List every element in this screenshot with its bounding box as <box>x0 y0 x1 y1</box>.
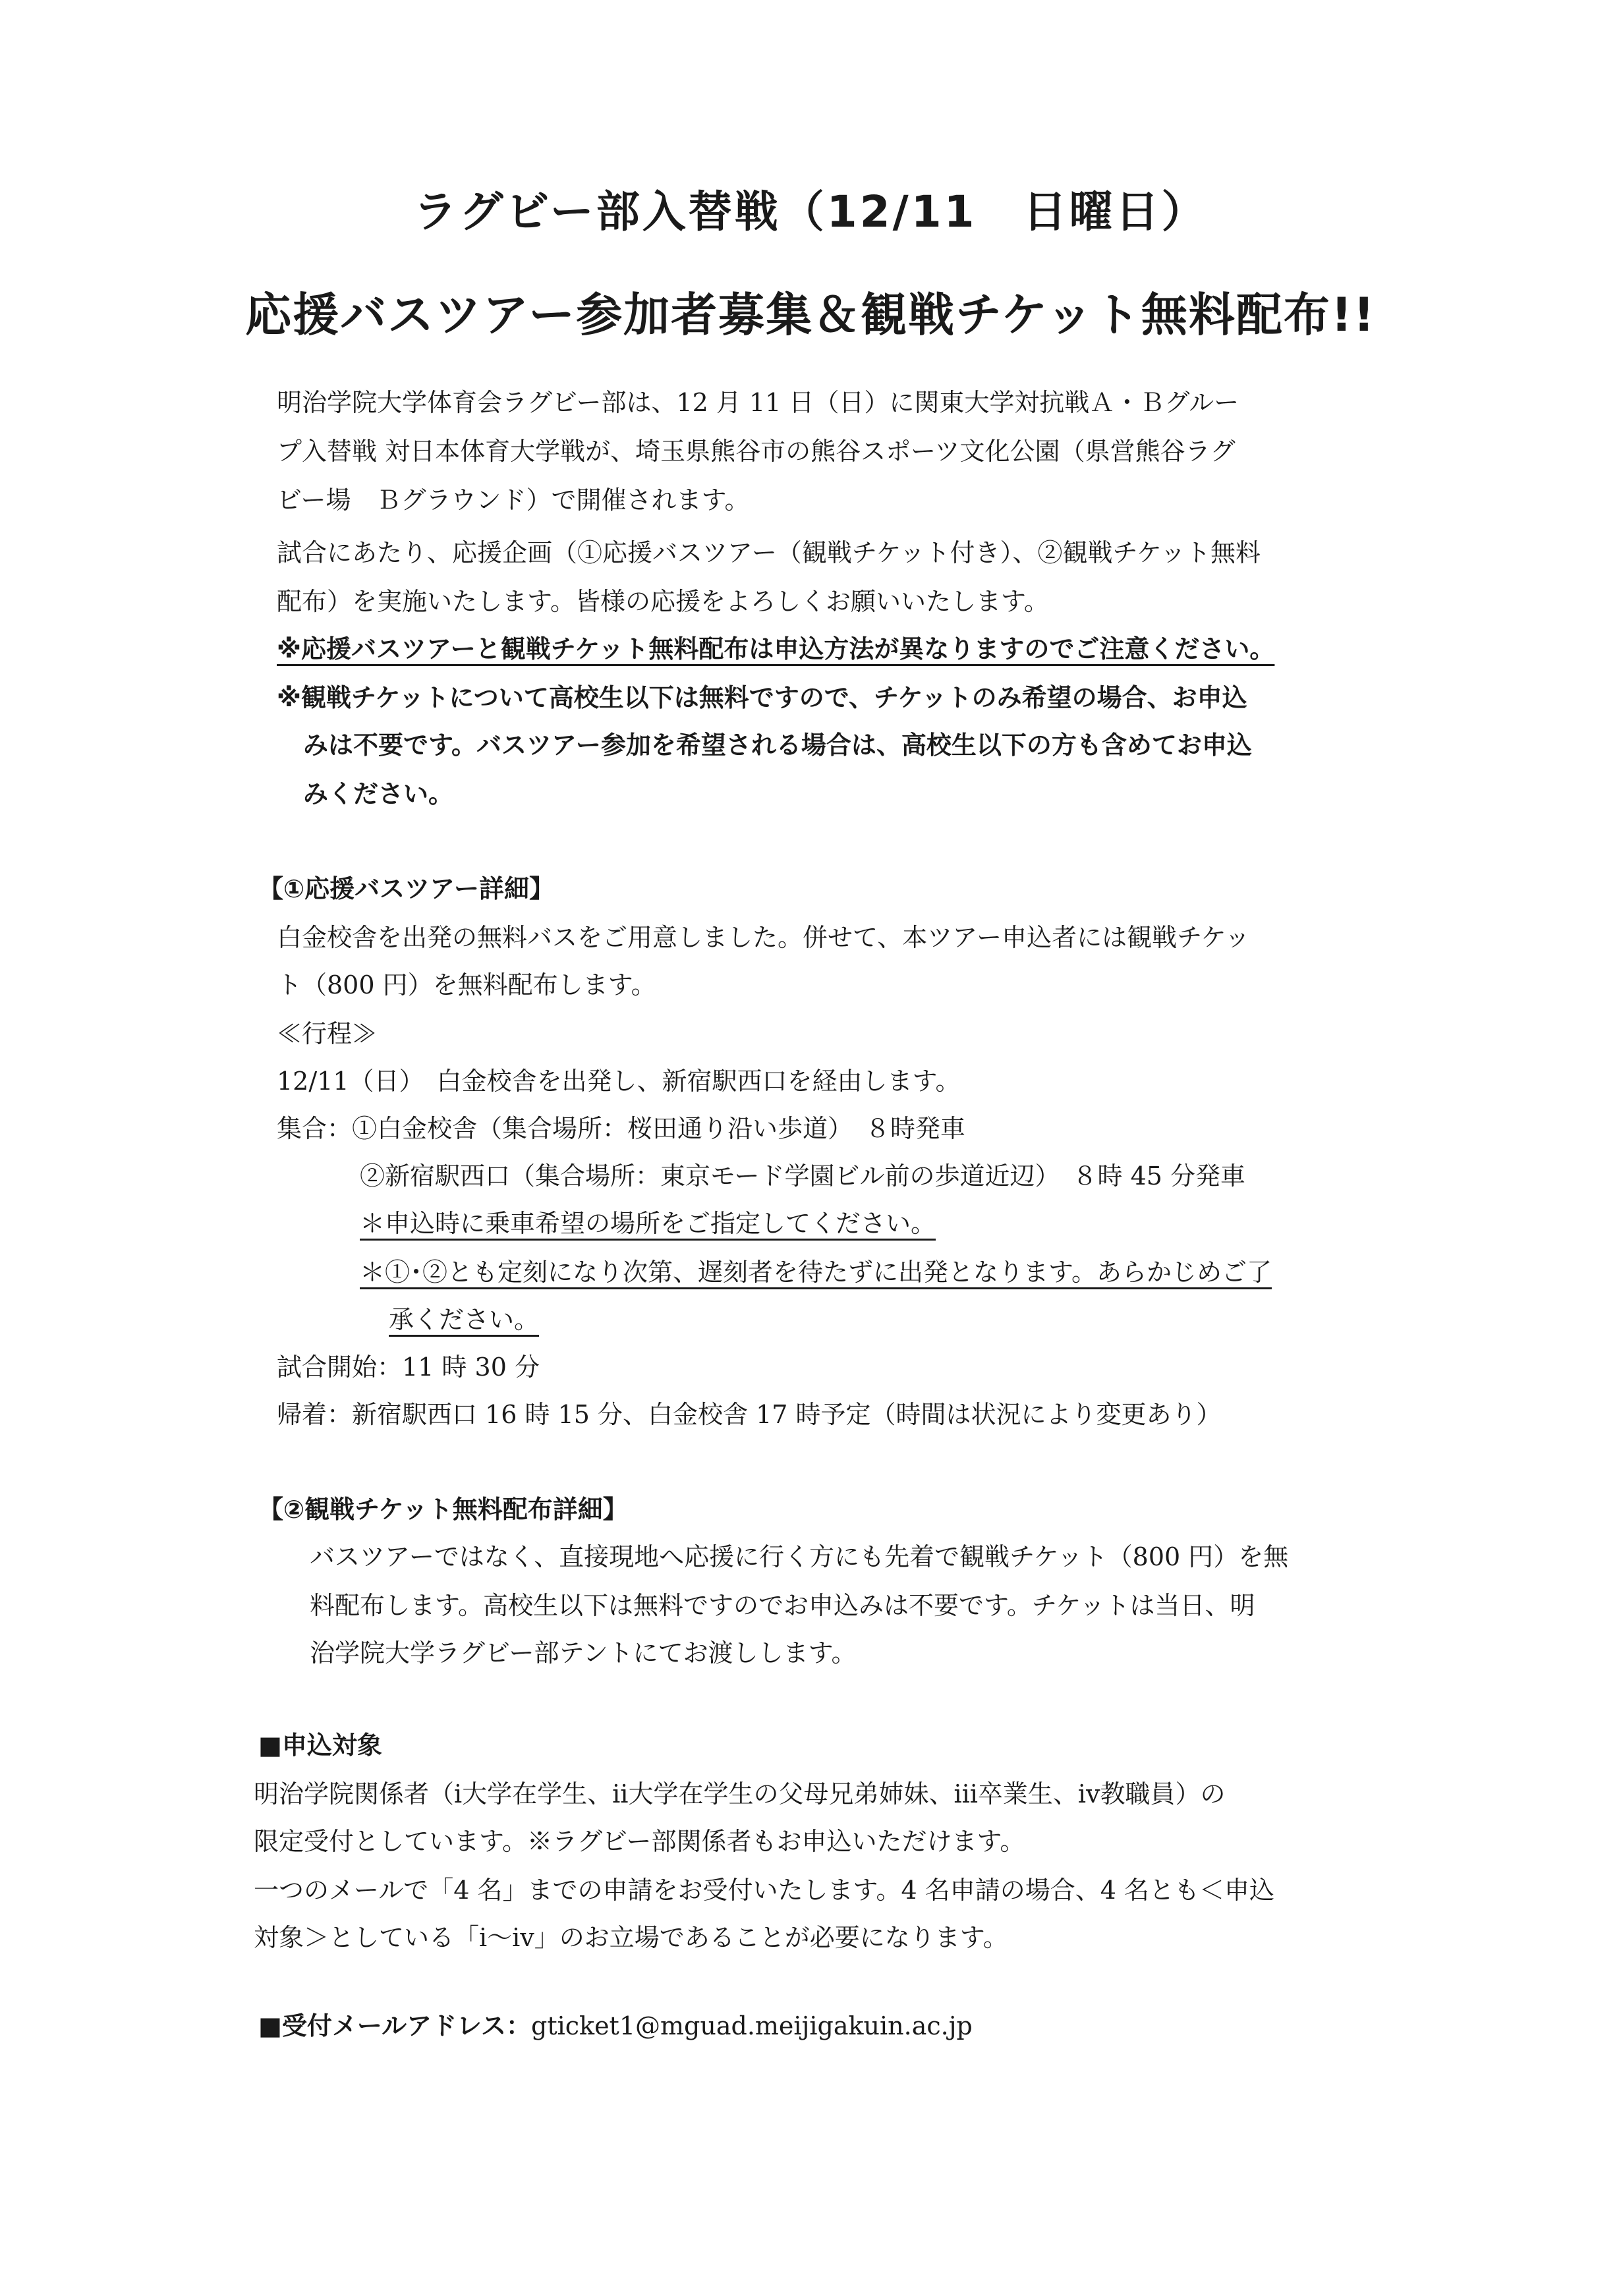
bus-tour-text: ト（800 円）を無料配布します。 <box>277 970 656 999</box>
ticket-text: バスツアーではなく、直接現地へ応援に行く方にも先着で観戦チケット（800 円）を無 <box>310 1542 1289 1571</box>
intro-text: ビー場 Ｂグラウンド）で開催されます。 <box>277 486 750 515</box>
meeting-point-2: ②新宿駅西口（集合場所：東京モード学園ビル前の歩道近辺） ８時 45 分発車 <box>360 1162 1245 1190</box>
ticket-text: 治学院大学ラグビー部テントにてお渡しします。 <box>310 1638 857 1667</box>
student-note: ※観戦チケットについて高校生以下は無料ですので、チケットのみ希望の場合、お申込 <box>277 683 1247 712</box>
student-note: みください。 <box>303 779 454 808</box>
bus-notice: ＊申込時に乗車希望の場所をご指定してください。 <box>360 1209 936 1238</box>
meeting-point-1: 集合：①白金校舎（集合場所：桜田通り沿い歩道） ８時発車 <box>277 1114 966 1143</box>
bus-notice: ＊①･②とも定刻になり次第、遅刻者を待たずに出発となります。あらかじめご了 <box>360 1258 1272 1287</box>
contact-label: ■受付メールアドレス： <box>258 2011 532 2040</box>
intro-text: 試合にあたり、応援企画（①応援バスツアー（観戦チケット付き）、②観戦チケット無料 <box>277 538 1261 567</box>
bus-notice: 承ください。 <box>389 1305 540 1334</box>
bus-tour-heading: 【①応援バスツアー詳細】 <box>258 874 555 903</box>
ticket-text: 料配布します。高校生以下は無料ですのでお申込みは不要です。チケットは当日、明 <box>310 1591 1255 1620</box>
eligibility-heading: ■申込対象 <box>258 1731 382 1760</box>
contact-line <box>258 2013 973 2038</box>
eligibility-text: 限定受付としています。※ラグビー部関係者もお申込いただけます。 <box>254 1827 1025 1856</box>
intro-text: 明治学院大学体育会ラグビー部は、12 月 11 日（日）に関東大学対抗戦Ａ・Ｂグルー <box>277 388 1239 417</box>
return-time: 帰着：新宿駅西口 16 時 15 分、白金校舎 17 時予定（時間は状況により変更あり） <box>277 1400 1222 1429</box>
eligibility-text: 一つのメールで「4 名」までの申請をお受付いたします。4 名申請の場合、4 名とも＜申込 <box>254 1876 1274 1905</box>
eligibility-text: 明治学院関係者（ⅰ大学在学生、ⅱ大学在学生の父母兄弟姉妹、ⅲ卒業生、ⅳ教職員）の <box>254 1779 1226 1808</box>
eligibility-text: 対象＞としている「ⅰ～ⅳ」のお立場であることが必要になります。 <box>254 1923 1008 1952</box>
itinerary-label: ≪行程≫ <box>277 1019 378 1048</box>
title-line-1: ラグビー部入替戦（12/11 日曜日） <box>413 186 1208 237</box>
important-note: ※応援バスツアーと観戦チケット無料配布は申込方法が異なりますのでご注意ください。 <box>277 634 1275 663</box>
intro-text: プ入替戦 対日本体育大学戦が、埼玉県熊谷市の熊谷スポーツ文化公園（県営熊谷ラグ <box>277 437 1236 466</box>
title-line-2: 応援バスツアー参加者募集＆観戦チケット無料配布!! <box>245 288 1376 342</box>
student-note: みは不要です。バスツアー参加を希望される場合は、高校生以下の方も含めてお申込 <box>303 731 1252 760</box>
itinerary-date: 12/11（日） 白金校舎を出発し、新宿駅西口を経由します。 <box>277 1067 961 1096</box>
intro-text: 配布）を実施いたします。皆様の応援をよろしくお願いいたします。 <box>277 587 1049 616</box>
bus-tour-text: 白金校舎を出発の無料バスをご用意しました。併せて、本ツアー申込者には観戦チケッ <box>277 923 1250 952</box>
ticket-heading: 【②観戦チケット無料配布詳細】 <box>258 1495 628 1524</box>
kickoff-time: 試合開始：11 時 30 分 <box>277 1353 540 1382</box>
contact-email[interactable]: gticket1@mguad.meijigakuin.ac.jp <box>531 2011 973 2040</box>
